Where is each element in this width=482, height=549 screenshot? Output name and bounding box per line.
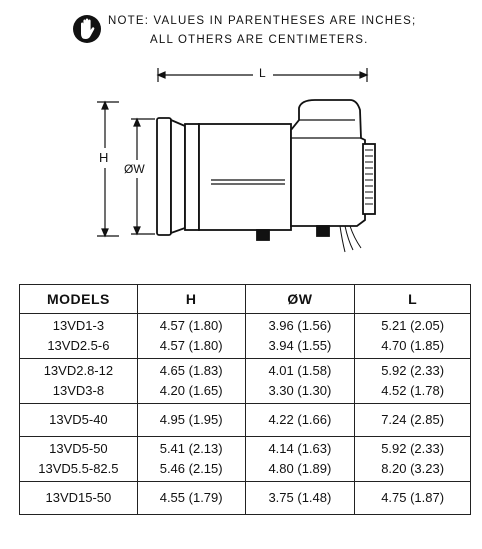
w-value: 4.01 (1.58) bbox=[268, 363, 332, 378]
models-cell bbox=[20, 404, 138, 437]
h-value: 5.46 (2.15) bbox=[159, 461, 223, 476]
note-line-1: NOTE: VALUES IN PARENTHESES ARE INCHES; bbox=[108, 15, 417, 27]
w-value: 3.94 (1.55) bbox=[268, 338, 332, 353]
h-value: 5.41 (2.13) bbox=[159, 441, 223, 456]
h-cell bbox=[137, 359, 245, 404]
l-cell bbox=[355, 404, 471, 437]
w-cell bbox=[245, 359, 355, 404]
l-value: 5.21 (2.05) bbox=[381, 318, 445, 333]
l-value: 8.20 (3.23) bbox=[381, 461, 445, 476]
model-name: 13VD5.5-82.5 bbox=[38, 461, 119, 476]
w-cell bbox=[245, 314, 355, 359]
table-header-row bbox=[20, 285, 471, 314]
model-name: 13VD2.5-6 bbox=[47, 338, 110, 353]
h-cell bbox=[137, 404, 245, 437]
w-value: 3.75 (1.48) bbox=[268, 490, 332, 505]
w-value: 4.80 (1.89) bbox=[268, 461, 332, 476]
models-cell bbox=[20, 437, 138, 482]
stop-hand-icon bbox=[72, 12, 102, 46]
model-name: 13VD5-50 bbox=[49, 441, 108, 456]
l-cell bbox=[355, 359, 471, 404]
model-name: 13VD2.8-12 bbox=[43, 363, 114, 378]
l-cell bbox=[355, 314, 471, 359]
h-value: 4.95 (1.95) bbox=[159, 412, 223, 427]
w-cell bbox=[245, 482, 355, 515]
l-cell bbox=[355, 482, 471, 515]
h-value: 4.57 (1.80) bbox=[159, 318, 223, 333]
lens-dimension-drawing bbox=[95, 60, 395, 260]
models-cell bbox=[20, 482, 138, 515]
table-row bbox=[20, 404, 471, 437]
table-row bbox=[20, 482, 471, 515]
l-value: 4.70 (1.85) bbox=[381, 338, 445, 353]
h-cell bbox=[137, 314, 245, 359]
header-models: MODELS bbox=[20, 285, 138, 314]
model-name: 13VD5-40 bbox=[49, 412, 108, 427]
dimension-label-W: ØW bbox=[124, 162, 145, 176]
h-cell bbox=[137, 437, 245, 482]
models-cell bbox=[20, 359, 138, 404]
models-cell bbox=[20, 314, 138, 359]
h-value: 4.20 (1.65) bbox=[159, 383, 223, 398]
lens-body bbox=[157, 100, 375, 240]
dimension-label-L: L bbox=[259, 66, 266, 80]
l-value: 7.24 (2.85) bbox=[381, 412, 445, 427]
h-cell bbox=[137, 482, 245, 515]
l-cell bbox=[355, 437, 471, 482]
model-name: 13VD1-3 bbox=[52, 318, 105, 333]
l-value: 4.75 (1.87) bbox=[381, 490, 445, 505]
w-value: 3.96 (1.56) bbox=[268, 318, 332, 333]
lens-cables bbox=[340, 226, 361, 252]
h-value: 4.55 (1.79) bbox=[159, 490, 223, 505]
w-cell bbox=[245, 437, 355, 482]
note-line-2: ALL OTHERS ARE CENTIMETERS. bbox=[150, 34, 369, 46]
note bbox=[72, 12, 472, 52]
dimension-line-W bbox=[131, 119, 155, 234]
l-value: 5.92 (2.33) bbox=[381, 363, 445, 378]
table-row bbox=[20, 314, 471, 359]
dimension-line-H bbox=[97, 102, 119, 236]
w-value: 4.14 (1.63) bbox=[268, 441, 332, 456]
table-row bbox=[20, 359, 471, 404]
h-value: 4.65 (1.83) bbox=[159, 363, 223, 378]
table-row bbox=[20, 437, 471, 482]
model-name: 13VD15-50 bbox=[45, 490, 112, 505]
w-value: 4.22 (1.66) bbox=[268, 412, 332, 427]
l-value: 4.52 (1.78) bbox=[381, 383, 445, 398]
w-value: 3.30 (1.30) bbox=[268, 383, 332, 398]
h-value: 4.57 (1.80) bbox=[159, 338, 223, 353]
header-h: H bbox=[137, 285, 245, 314]
dimension-label-H: H bbox=[99, 150, 109, 165]
header-l: L bbox=[355, 285, 471, 314]
specifications-table bbox=[19, 284, 471, 515]
header-w: ØW bbox=[245, 285, 355, 314]
model-name: 13VD3-8 bbox=[52, 383, 105, 398]
l-value: 5.92 (2.33) bbox=[381, 441, 445, 456]
w-cell bbox=[245, 404, 355, 437]
